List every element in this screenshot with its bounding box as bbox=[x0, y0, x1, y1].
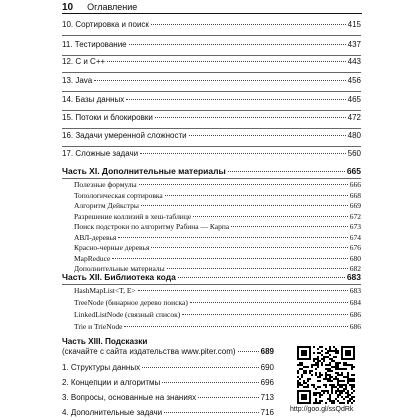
header-title: Оглавление bbox=[87, 2, 138, 12]
toc-subentry[interactable]: Полезные формулы 666 bbox=[74, 180, 361, 189]
toc-entry[interactable]: 2. Концепции и алгоритмы 696 bbox=[62, 378, 274, 387]
toc-entry[interactable]: 16. Задачи умеренной сложности 480 bbox=[62, 131, 361, 140]
toc-entry[interactable]: 17. Сложные задачи 560 bbox=[62, 149, 361, 158]
toc-subentry[interactable]: Дополнительные материалы 682 bbox=[74, 264, 361, 273]
toc-subentry[interactable]: АВЛ-деревья 674 bbox=[74, 232, 361, 242]
toc-entry[interactable]: 3. Вопросы, основанные на знаниях 713 bbox=[62, 393, 274, 402]
toc-subentry[interactable]: Красно-черные деревья 676 bbox=[74, 243, 361, 252]
toc-subentry[interactable]: HashMapList<T, E> 683 bbox=[74, 286, 361, 295]
hints-download-note[interactable]: (скачайте с сайта издательства www.piter.com) 689 bbox=[62, 347, 274, 356]
page-header bbox=[62, 0, 362, 14]
toc-subentry[interactable]: MapReduce 680 bbox=[74, 253, 361, 263]
toc-subentry[interactable]: LinkedListNode (связный список) 686 bbox=[74, 310, 361, 319]
toc-subentry[interactable]: Разрешение коллизий в хеш-таблице 672 bbox=[74, 211, 361, 221]
toc-subentry[interactable]: Алгоритм Дейкстры 669 bbox=[74, 201, 361, 210]
toc-entry[interactable]: 14. Базы данных 465 bbox=[62, 95, 361, 104]
toc-entry[interactable]: 11. Тестирование 437 bbox=[62, 40, 361, 49]
part-heading[interactable]: Часть XIII. Подсказки bbox=[62, 337, 148, 346]
part-heading[interactable]: Часть XI. Дополнительные материалы 665 bbox=[62, 166, 361, 176]
toc-entry[interactable]: 10. Сортировка и поиск 415 bbox=[62, 20, 361, 29]
toc-entry[interactable]: 12. C и C++ 443 bbox=[62, 57, 361, 66]
toc-subentry[interactable]: TreeNode (бинарное дерево поиска) 684 bbox=[74, 298, 361, 307]
part-heading[interactable]: Часть XII. Библиотека кода 683 bbox=[62, 272, 361, 282]
toc-entry[interactable]: 4. Дополнительные задачи 716 bbox=[62, 408, 274, 417]
toc-subentry[interactable]: Топологическая сортировка 668 bbox=[74, 190, 361, 200]
qr-code-icon[interactable] bbox=[297, 346, 355, 404]
page-number: 10 bbox=[62, 2, 74, 13]
toc-subentry[interactable]: Trie и TrieNode 686 bbox=[74, 322, 361, 331]
toc-entry[interactable]: 1. Структуры данных 690 bbox=[62, 363, 274, 372]
toc-subentry[interactable]: Поиск подстроки по алгоритму Рабина — Карпа 673 bbox=[74, 222, 361, 231]
qr-caption: http://goo.gl/ssQdRk bbox=[290, 406, 354, 413]
toc-entry[interactable]: 13. Java 456 bbox=[62, 76, 361, 85]
toc-entry[interactable]: 15. Потоки и блокировки 472 bbox=[62, 113, 361, 122]
